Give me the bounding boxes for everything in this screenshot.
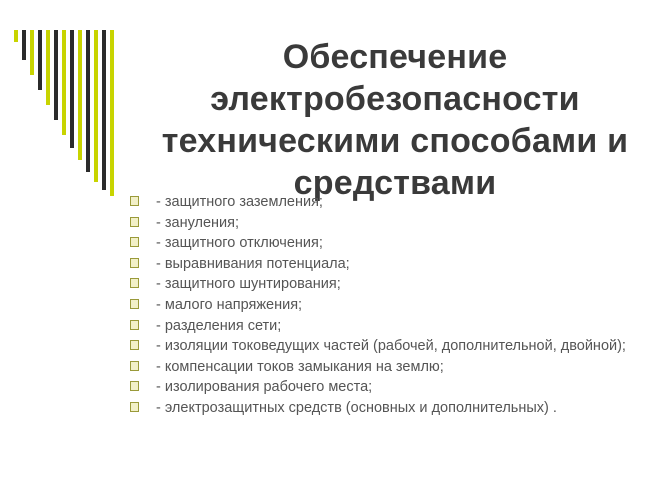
list-item-text: - защитного отключения;	[156, 235, 323, 252]
list-item-text: - выравнивания потенциала;	[156, 255, 350, 272]
list-item	[128, 214, 638, 233]
list-item-text: - зануления;	[156, 214, 240, 231]
slide-title	[140, 36, 650, 204]
slide-title-line: средствами	[293, 164, 497, 202]
square-bullet-icon	[130, 237, 139, 247]
square-bullet-icon	[130, 361, 139, 371]
list-item-text: - малого напряжения;	[156, 296, 303, 313]
square-bullet-icon	[130, 196, 139, 206]
square-bullet-icon	[130, 340, 139, 350]
list-item	[128, 337, 638, 356]
list-item	[128, 275, 638, 294]
list-item-text: - защитного шунтирования;	[156, 276, 341, 293]
square-bullet-icon	[130, 299, 139, 309]
list-item	[128, 193, 638, 212]
list-item	[128, 255, 638, 274]
square-bullet-icon	[130, 258, 139, 268]
slide-title-line: электробезопасности	[210, 80, 580, 118]
list-item	[128, 234, 638, 253]
square-bullet-icon	[130, 278, 139, 288]
square-bullet-icon	[130, 217, 139, 227]
decorative-bars-graphic	[14, 30, 134, 200]
list-item	[128, 399, 638, 418]
list-item-text: - защитного заземления;	[156, 194, 323, 210]
slide-title-line: Обеспечение	[282, 38, 508, 76]
square-bullet-icon	[130, 402, 139, 412]
list-item-text: - электрозащитных средств (основных и дополнительных) .	[156, 399, 557, 416]
list-item-text: - компенсации токов замыкания на землю;	[156, 358, 444, 375]
slide-title-line: техническими способами и	[161, 122, 629, 160]
list-item-text: - изоляции токоведущих частей (рабочей, дополнительной, двойной);	[156, 338, 626, 355]
list-item	[128, 378, 638, 397]
square-bullet-icon	[130, 381, 139, 391]
bullet-list	[128, 193, 638, 420]
list-item-text: - разделения сети;	[156, 317, 282, 334]
list-item	[128, 358, 638, 377]
list-item-text: - изолирования рабочего места;	[156, 379, 373, 396]
square-bullet-icon	[130, 320, 139, 330]
list-item	[128, 296, 638, 315]
list-item	[128, 317, 638, 336]
